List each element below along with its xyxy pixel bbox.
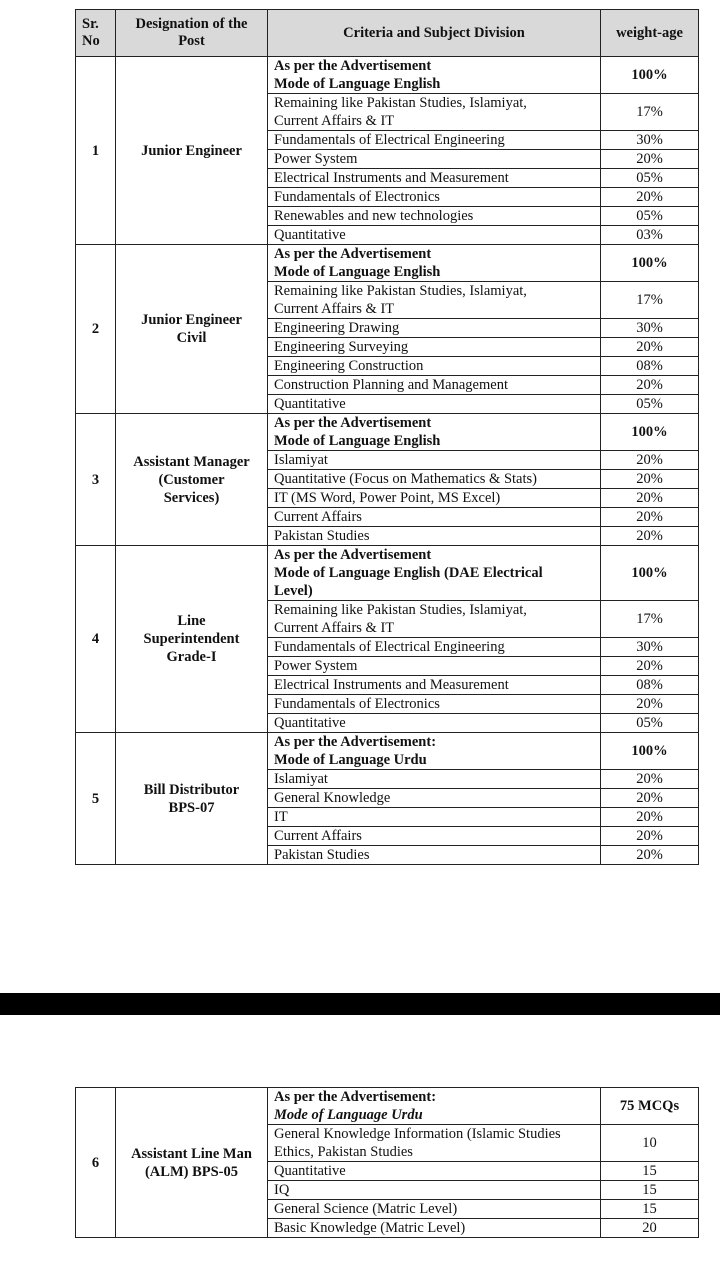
weightage-cell: 05% <box>601 169 699 188</box>
weightage-cell: 08% <box>601 357 699 376</box>
weightage-cell: 10 <box>601 1125 699 1162</box>
criteria-cell: Fundamentals of Electronics <box>268 188 601 207</box>
table-body <box>76 1088 699 1238</box>
criteria-cell: Engineering Drawing <box>268 319 601 338</box>
criteria-cell: Construction Planning and Management <box>268 376 601 395</box>
sr-no-cell: 1 <box>76 57 116 245</box>
designation-cell: Assistant Line Man (ALM) BPS-05 <box>116 1088 268 1238</box>
syllabus-table-continued <box>75 1087 699 1238</box>
weightage-cell: 20% <box>601 508 699 527</box>
table-header-row <box>76 10 699 57</box>
page-separator-band <box>0 993 720 1015</box>
criteria-cell: Fundamentals of Electrical Engineering <box>268 131 601 150</box>
criteria-cell: General Science (Matric Level) <box>268 1200 601 1219</box>
criteria-cell: Basic Knowledge (Matric Level) <box>268 1219 601 1238</box>
criteria-cell: Islamiyat <box>268 770 601 789</box>
weightage-cell: 100% <box>601 57 699 94</box>
weightage-cell: 15 <box>601 1162 699 1181</box>
designation-cell: Bill Distributor BPS-07 <box>116 733 268 865</box>
criteria-cell: Engineering Construction <box>268 357 601 376</box>
criteria-cell: Pakistan Studies <box>268 527 601 546</box>
weightage-cell: 20% <box>601 338 699 357</box>
weightage-cell: 20% <box>601 150 699 169</box>
criteria-cell: As per the Advertisement: Mode of Language Urdu <box>268 1088 601 1125</box>
designation-cell: Line Superintendent Grade-I <box>116 546 268 733</box>
sr-no-cell: 5 <box>76 733 116 865</box>
criteria-cell: Quantitative <box>268 1162 601 1181</box>
weightage-cell: 20% <box>601 470 699 489</box>
syllabus-table <box>75 9 699 865</box>
table-row <box>76 245 699 282</box>
weightage-cell: 20% <box>601 657 699 676</box>
criteria-cell: Quantitative <box>268 226 601 245</box>
criteria-cell: Power System <box>268 657 601 676</box>
table-row <box>76 733 699 770</box>
weightage-cell: 100% <box>601 414 699 451</box>
weightage-cell: 20% <box>601 808 699 827</box>
weightage-cell: 05% <box>601 207 699 226</box>
weightage-cell: 20% <box>601 827 699 846</box>
criteria-cell: Quantitative <box>268 395 601 414</box>
criteria-cell: Fundamentals of Electronics <box>268 695 601 714</box>
header-weightage: weight-age <box>601 10 699 57</box>
criteria-cell: Remaining like Pakistan Studies, Islamiyat, Current Affairs & IT <box>268 282 601 319</box>
table-row <box>76 57 699 94</box>
header-criteria: Criteria and Subject Division <box>268 10 601 57</box>
criteria-cell: Quantitative <box>268 714 601 733</box>
weightage-cell: 20% <box>601 770 699 789</box>
weightage-cell: 08% <box>601 676 699 695</box>
criteria-cell: General Knowledge <box>268 789 601 808</box>
weightage-cell: 15 <box>601 1200 699 1219</box>
criteria-cell: Current Affairs <box>268 827 601 846</box>
table-row <box>76 546 699 601</box>
sr-no-cell: 6 <box>76 1088 116 1238</box>
criteria-cell: Power System <box>268 150 601 169</box>
weightage-cell: 100% <box>601 245 699 282</box>
weightage-cell: 20% <box>601 695 699 714</box>
sr-no-cell: 4 <box>76 546 116 733</box>
criteria-cell: As per the Advertisement: Mode of Language Urdu <box>268 733 601 770</box>
criteria-cell: Remaining like Pakistan Studies, Islamiyat, Current Affairs & IT <box>268 94 601 131</box>
weightage-cell: 100% <box>601 733 699 770</box>
criteria-cell: IQ <box>268 1181 601 1200</box>
criteria-cell: Renewables and new technologies <box>268 207 601 226</box>
weightage-cell: 20 <box>601 1219 699 1238</box>
weightage-cell: 05% <box>601 714 699 733</box>
weightage-cell: 75 MCQs <box>601 1088 699 1125</box>
sr-no-cell: 2 <box>76 245 116 414</box>
criteria-cell: Islamiyat <box>268 451 601 470</box>
weightage-cell: 20% <box>601 789 699 808</box>
table-row <box>76 1088 699 1125</box>
criteria-cell: IT (MS Word, Power Point, MS Excel) <box>268 489 601 508</box>
criteria-cell: IT <box>268 808 601 827</box>
weightage-cell: 30% <box>601 638 699 657</box>
criteria-cell: Engineering Surveying <box>268 338 601 357</box>
weightage-cell: 30% <box>601 131 699 150</box>
designation-cell: Junior Engineer Civil <box>116 245 268 414</box>
weightage-cell: 100% <box>601 546 699 601</box>
weightage-cell: 20% <box>601 527 699 546</box>
criteria-cell: Electrical Instruments and Measurement <box>268 676 601 695</box>
weightage-cell: 20% <box>601 846 699 865</box>
criteria-cell: Fundamentals of Electrical Engineering <box>268 638 601 657</box>
weightage-cell: 20% <box>601 188 699 207</box>
weightage-cell: 15 <box>601 1181 699 1200</box>
weightage-cell: 05% <box>601 395 699 414</box>
criteria-cell: Quantitative (Focus on Mathematics & Stats) <box>268 470 601 489</box>
table-row <box>76 414 699 451</box>
sr-no-cell: 3 <box>76 414 116 546</box>
criteria-cell: As per the Advertisement Mode of Language English <box>268 414 601 451</box>
designation-cell: Assistant Manager (Customer Services) <box>116 414 268 546</box>
header-sr-no: Sr. No <box>76 10 116 57</box>
weightage-cell: 30% <box>601 319 699 338</box>
criteria-cell: Pakistan Studies <box>268 846 601 865</box>
weightage-cell: 17% <box>601 282 699 319</box>
header-designation: Designation of the Post <box>116 10 268 57</box>
weightage-cell: 20% <box>601 376 699 395</box>
criteria-cell: Remaining like Pakistan Studies, Islamiyat, Current Affairs & IT <box>268 601 601 638</box>
weightage-cell: 20% <box>601 451 699 470</box>
criteria-cell: As per the Advertisement Mode of Language English <box>268 57 601 94</box>
weightage-cell: 03% <box>601 226 699 245</box>
designation-cell: Junior Engineer <box>116 57 268 245</box>
weightage-cell: 20% <box>601 489 699 508</box>
criteria-cell: As per the Advertisement Mode of Language English <box>268 245 601 282</box>
criteria-cell: Electrical Instruments and Measurement <box>268 169 601 188</box>
table-body <box>76 57 699 865</box>
criteria-cell: General Knowledge Information (Islamic Studies Ethics, Pakistan Studies <box>268 1125 601 1162</box>
criteria-cell: As per the Advertisement Mode of Language English (DAE Electrical Level) <box>268 546 601 601</box>
weightage-cell: 17% <box>601 601 699 638</box>
weightage-cell: 17% <box>601 94 699 131</box>
criteria-cell: Current Affairs <box>268 508 601 527</box>
